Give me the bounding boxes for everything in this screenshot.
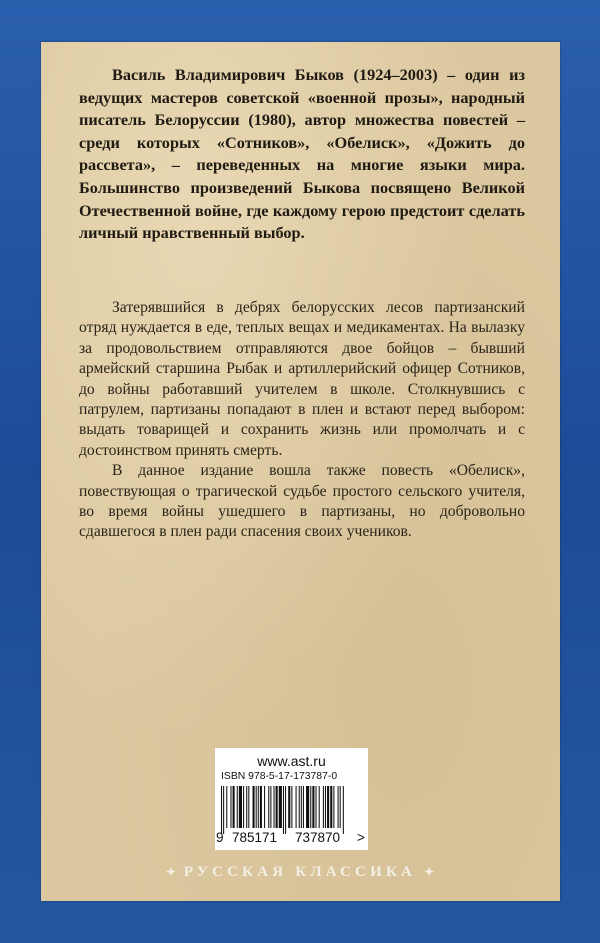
barcode-bar	[258, 786, 259, 828]
barcode-digits	[215, 830, 368, 846]
barcode-bar	[296, 786, 297, 828]
barcode-bar	[268, 786, 269, 828]
ornament-icon: ✦	[424, 865, 435, 879]
barcode-bar	[246, 786, 247, 828]
barcode-digit-group-1: 785171	[232, 830, 278, 845]
barcode-bar	[274, 786, 275, 828]
barcode-bar	[303, 786, 304, 828]
barcode-bar	[237, 786, 238, 828]
publisher-url: www.ast.ru	[257, 753, 326, 769]
barcode-bar	[338, 786, 339, 828]
series-title	[0, 864, 600, 881]
barcode-bar	[288, 786, 290, 828]
barcode-block	[215, 748, 368, 850]
barcode-bar	[248, 786, 249, 828]
barcode-bar	[301, 786, 302, 828]
barcode-bar	[306, 786, 309, 828]
barcode-icon	[219, 786, 364, 834]
barcode-bar	[221, 786, 222, 834]
isbn-label: ISBN 978-5-17-173787-0	[221, 771, 338, 782]
author-bio: Василь Владимирович Быков (1924–2003) – один из ведущих мастеров советской «военной прозы», народный писатель Белоруссии (1980), автор множества повестей – среди которых «Сотников», «Обелиск», «Дожить до рассвета», – переведенных на многие языки мира. Большинство произведений Быкова посвящено Великой Отечественной войне, где каждому герою предстоит сделать личный нравственный выбор.	[79, 65, 525, 243]
barcode-bar	[223, 786, 224, 834]
barcode-bar	[270, 786, 271, 828]
barcode-bar	[239, 786, 242, 828]
book-description	[79, 298, 525, 543]
barcode-bar	[253, 786, 255, 828]
barcode-bar	[310, 786, 311, 828]
barcode-bar	[260, 786, 262, 828]
barcode-bar	[323, 786, 324, 828]
barcode-bar	[299, 786, 300, 828]
barcode-bar	[330, 786, 332, 828]
description-paragraph-2: В данное издание вошла также повесть «Обелиск», повествующая о трагической судьбе простого сельского учителя, во время войны ушедшего в партизаны, но добровольно сдавшегося в плен ради спасения своих учеников.	[79, 462, 525, 541]
barcode-bar	[319, 786, 320, 828]
description-paragraph-1: Затерявшийся в дебрях белорусских лесов партизанский отряд нуждается в еде, теплых вещах и медикаментах. На вылазку за продовольствием отправляются двое бойцов – бывший армейский старшина Рыбак и артиллерийский офицер Сотников, до войны работавший учителем в школе. Столкнувшись с патрулем, партизаны попадают в плен и встают перед выбором: выдать товарищей и сохранить жизнь или промолчать и с достоинством принять смерть.	[79, 299, 525, 459]
barcode-bar	[285, 786, 286, 834]
barcode-digit-group-2: 737870	[295, 830, 341, 845]
barcode-bar	[343, 786, 344, 834]
barcode-bar	[340, 786, 341, 828]
barcode-bar	[264, 786, 265, 828]
barcode-digit-end: >	[357, 830, 365, 845]
barcode-bar	[312, 786, 314, 828]
barcode-bar	[291, 786, 292, 828]
series-label: РУССКАЯ КЛАССИКА	[183, 864, 417, 880]
barcode-bar	[230, 786, 231, 828]
barcode-bar	[233, 786, 235, 828]
barcode-bar	[226, 786, 227, 828]
barcode-digit-prefix: 9	[216, 830, 224, 845]
barcode-bar	[283, 786, 284, 834]
barcode-bar	[333, 786, 334, 828]
barcode-bar	[256, 786, 257, 828]
barcode-bar	[327, 786, 329, 828]
barcode-bar	[276, 786, 278, 828]
barcode-bar	[316, 786, 317, 828]
barcode-bar	[325, 786, 326, 828]
ornament-icon: ✦	[165, 865, 176, 879]
barcode-bar	[243, 786, 244, 828]
barcode-bar	[279, 786, 282, 828]
